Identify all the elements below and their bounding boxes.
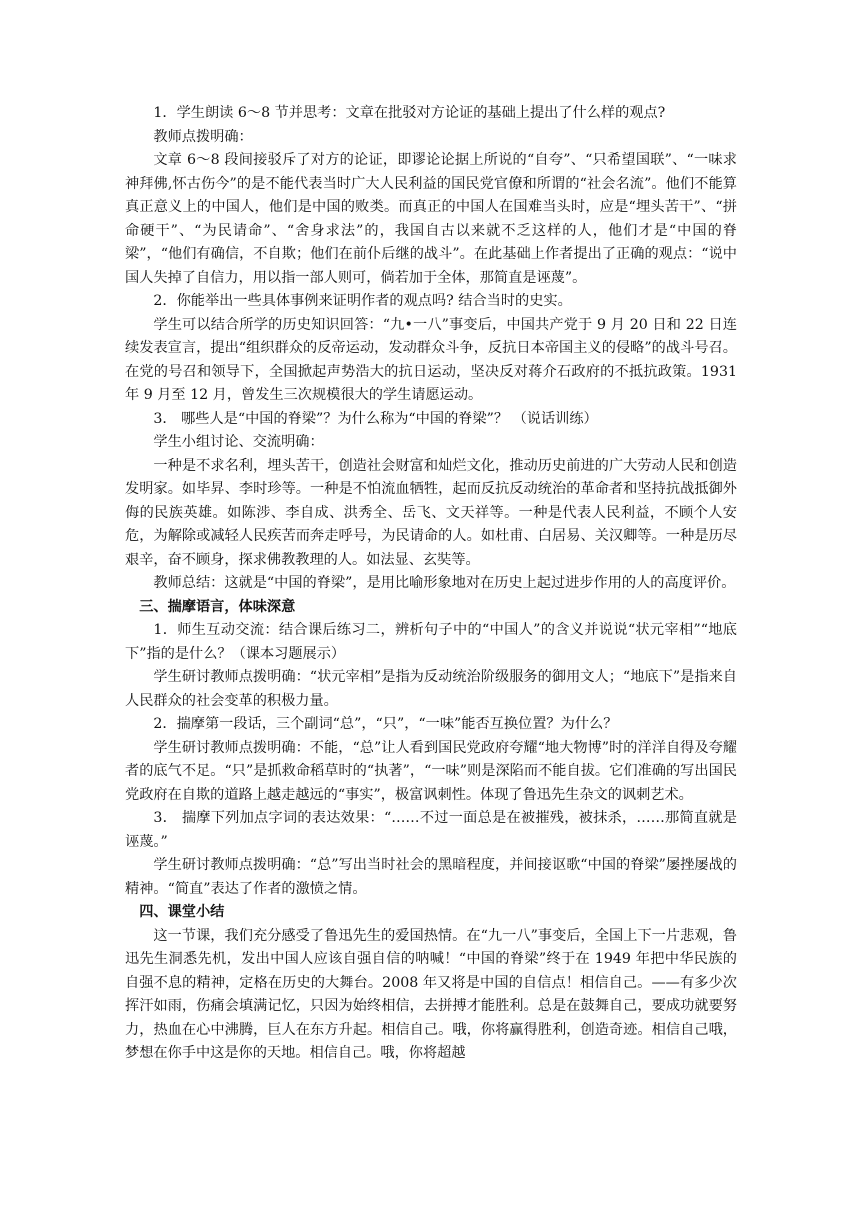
paragraph: 2．你能举出一些具体事例来证明作者的观点吗? 结合当时的史实。: [153, 293, 572, 309]
paragraph: 学生小组讨论、交流明确：: [153, 434, 324, 450]
paragraph: 这一节课，我们充分感受了鲁迅先生的爱国热情。在“九一八”事变后，全国上下一片悲观，鲁迅先生洞悉先机，发出中国人应该自强自信的呐喊！“中国的脊梁”终于在 1949 年把中华民族的自强不息的精神，定格在历史的大舞台。2008 年又将是中国的自信点！相信自己。——有多少次挥汗如雨，伤痛会填满记忆，只因为始终相信，去拼搏才能胜利。总是在鼓舞自己，要成功就要努力，热血在心中沸腾，巨人在东方升起。相信自己。哦，你将赢得胜利，创造奇迹。相信自己哦，梦想在你手中这是你的天地。相信自己。哦，你将超越: [125, 927, 737, 1061]
paragraph: 一种是不求名利，埋头苦干，创造社会财富和灿烂文化，推动历史前进的广大劳动人民和创造发明家。如毕昇、李时珍等。一种是不怕流血牺牲，起而反抗反动统治的革命者和坚持抗战抵御外侮的民族英雄。如陈涉、李自成、洪秀全、岳飞、文天祥等。一种是代表人民利益，不顾个人安危，为解除或减轻人民疾苦而奔走呼号，为民请命的人。如杜甫、白居易、关汉卿等。一种是历尽艰辛，奋不顾身，探求佛教教理的人。如法显、玄奘等。: [125, 457, 737, 568]
paragraph: 2．揣摩第一段话，三个副词“总”，“只”，“一味”能否互换位置？为什么？: [153, 716, 618, 732]
paragraph: 学生可以结合所学的历史知识回答：“九•一八”事变后，中国共产党于 9 月 20 日和 22 日连续发表宣言，提出“组织群众的反帝运动，发动群众斗争，反抗日本帝国主义的侵略”的战斗号召。在党的号召和领导下，全国掀起声势浩大的抗日运动，坚决反对蒋介石政府的不抵抗政策。1931 年 9 月至 12 月，曾发生三次规模很大的学生请愿运动。: [125, 316, 737, 403]
paragraph: 学生研讨教师点拨明确：“状元宰相”是指为反动统治阶级服务的御用文人；“地底下”是指来自人民群众的社会变革的积极力量。: [125, 669, 737, 709]
section-heading: 三、揣摩语言，体味深意: [139, 598, 296, 615]
paragraph: 3． 哪些人是“中国的脊梁”？为什么称为“中国的脊梁”？ （说话训练）: [153, 410, 598, 427]
paragraph: 3． 揣摩下列加点字词的表达效果：“……不过一面总是在被摧残，被抹杀，……那简直就是诬蔑。”: [125, 810, 737, 850]
paragraph: 1．学生朗读 6～8 节并思考：文章在批驳对方论证的基础上提出了什么样的观点?: [153, 105, 666, 121]
paragraph: 文章 6～8 段间接驳斥了对方的论证，即谬论论据上所说的“自夸”、“只希望国联”、“一味求神拜佛,怀古伤今”的是不能代表当时广大人民利益的国民党官僚和所谓的“社会名流”。他们不能算真正意义上的中国人，他们是中国的败类。而真正的中国人在国难当头时，应是“埋头苦干”、“拼命硬干”、“为民请命”、“舍身求法”的，我国自古以来就不乏这样的人，他们才是“中国的脊梁”，“他们有确信，不自欺；他们在前仆后继的战斗”。在此基础上作者提出了正确的观点：“说中国人失掉了自信力，用以指一部人则可，倘若加于全体，那简直是诬蔑”。: [125, 152, 737, 286]
document-page: [125, 102, 737, 1066]
paragraph: 1．师生互动交流：结合课后练习二，辨析句子中的“中国人”的含义并说说“状元宰相”“地底下”指的是什么？（课本习题展示）: [125, 622, 737, 662]
section-heading: 四、课堂小结: [139, 904, 225, 920]
paragraph: 学生研讨教师点拨明确：不能，“总”让人看到国民党政府夸耀“地大物博”时的洋洋自得及夸耀者的底气不足。“只”是抓救命稻草时的“执著”，“一味”则是深陷而不能自拔。它们准确的写出国民党政府在自欺的道路上越走越远的“事实”，极富讽刺性。体现了鲁迅先生杂文的讽刺艺术。: [125, 739, 737, 803]
paragraph: 教师总结：这就是“中国的脊梁”，是用比喻形象地对在历史上起过进步作用的人的高度评价。: [153, 575, 736, 591]
paragraph: 学生研讨教师点拨明确：“总”写出当时社会的黑暗程度，并间接讴歌“中国的脊梁”屡挫屡战的精神。“简直”表达了作者的激愤之情。: [125, 857, 737, 897]
paragraph: 教师点拨明确：: [153, 128, 253, 145]
